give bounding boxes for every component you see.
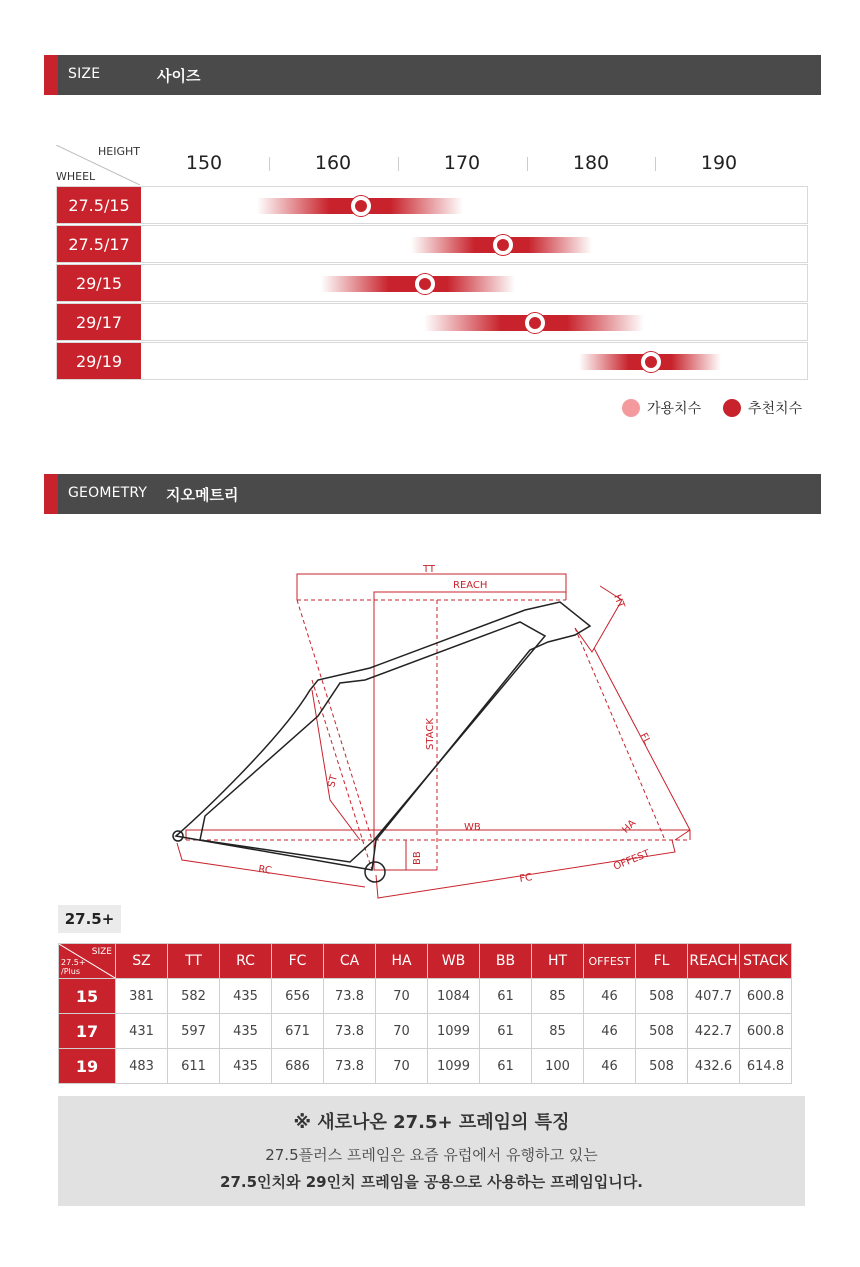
column-header-stack: STACK	[740, 944, 792, 979]
column-header-fc: FC	[272, 944, 324, 979]
size-row	[56, 225, 808, 263]
frame-geometry-diagram	[0, 540, 860, 900]
note-line-1: 27.5플러스 프레임은 요즘 유럽에서 유행하고 있는	[265, 1146, 598, 1164]
column-header-ht: HT	[532, 944, 584, 979]
label-rc: RC	[257, 864, 273, 877]
geometry-title-ko: 지오메트리	[166, 486, 239, 504]
frame-size-cell: 19	[59, 1049, 116, 1084]
table-cell: 70	[376, 1014, 428, 1049]
table-cell: 597	[168, 1014, 220, 1049]
table-cell: 432.6	[688, 1049, 740, 1084]
bottom-bracket-icon	[365, 862, 385, 882]
size-section-header	[44, 55, 821, 95]
table-cell: 73.8	[324, 1014, 376, 1049]
table-row	[59, 1014, 792, 1049]
table-cell: 508	[636, 1049, 688, 1084]
wheel-size-label: 29/17	[57, 304, 141, 340]
size-row	[56, 342, 808, 380]
recommended-marker	[525, 313, 545, 333]
table-cell: 381	[116, 979, 168, 1014]
height-tick-160: 160	[314, 152, 352, 174]
section-accent	[44, 474, 58, 514]
tick-separator	[398, 157, 399, 171]
label-ht: HT	[611, 593, 627, 610]
wheel-size-label: 29/19	[57, 343, 141, 379]
column-header-tt: TT	[168, 944, 220, 979]
wheel-size-label: 27.5/17	[57, 226, 141, 262]
table-cell: 46	[584, 979, 636, 1014]
tick-separator	[527, 157, 528, 171]
tick-separator	[655, 157, 656, 171]
geometry-section-header	[44, 474, 821, 514]
label-fc: FC	[518, 872, 534, 885]
table-cell: 100	[532, 1049, 584, 1084]
note-title: ※ 새로나온 27.5+ 프레임의 특징	[293, 1112, 570, 1133]
tt-drop-line	[297, 600, 372, 840]
table-cell: 407.7	[688, 979, 740, 1014]
size-title-en: SIZE	[68, 66, 101, 82]
label-st: ST	[326, 773, 341, 789]
legend-available	[622, 398, 701, 418]
tick-separator	[269, 157, 270, 171]
label-ha: HA	[620, 817, 639, 836]
available-dot-icon	[622, 399, 640, 417]
plus-size-tag: 27.5+	[58, 905, 121, 933]
label-fl: FL	[637, 731, 653, 747]
chart-corner	[56, 145, 140, 185]
table-corner-cell	[59, 944, 116, 979]
height-label: HEIGHT	[98, 145, 140, 158]
table-cell: 483	[116, 1049, 168, 1084]
table-cell: 508	[636, 979, 688, 1014]
column-header-offest: OFFEST	[584, 944, 636, 979]
fl-axis-line	[575, 628, 665, 840]
height-tick-170: 170	[443, 152, 481, 174]
table-body	[59, 979, 792, 1084]
corner-plus-label: 27.5+ /Plus	[61, 958, 86, 976]
table-row	[59, 1049, 792, 1084]
wb-bracket	[186, 830, 690, 840]
geometry-title-en: GEOMETRY	[68, 485, 148, 501]
table-cell: 73.8	[324, 979, 376, 1014]
recommended-dot-icon	[723, 399, 741, 417]
table-cell: 435	[220, 979, 272, 1014]
legend-recommended	[723, 398, 802, 418]
table-cell: 656	[272, 979, 324, 1014]
frame-size-cell: 17	[59, 1014, 116, 1049]
table-cell: 61	[480, 1049, 532, 1084]
column-header-sz: SZ	[116, 944, 168, 979]
height-tick-180: 180	[572, 152, 610, 174]
size-row	[56, 303, 808, 341]
table-cell: 1084	[428, 979, 480, 1014]
table-cell: 614.8	[740, 1049, 792, 1084]
column-header-reach: REACH	[688, 944, 740, 979]
table-row	[59, 979, 792, 1014]
corner-size-label: SIZE	[91, 947, 112, 957]
height-tick-150: 150	[185, 152, 223, 174]
frame-size-cell: 15	[59, 979, 116, 1014]
table-cell: 611	[168, 1049, 220, 1084]
st-bracket	[312, 690, 360, 840]
column-header-wb: WB	[428, 944, 480, 979]
note-line-2: 27.5인치와 29인치 프레임을 공용으로 사용하는 프레임입니다.	[220, 1173, 643, 1191]
legend-available-label: 가용치수	[647, 401, 702, 417]
size-chart	[56, 186, 808, 381]
table-cell: 582	[168, 979, 220, 1014]
height-tick-190: 190	[700, 152, 738, 174]
column-header-ca: CA	[324, 944, 376, 979]
wheel-size-label: 29/15	[57, 265, 141, 301]
st-axis-line	[312, 680, 372, 870]
legend-recommended-label: 추천치수	[748, 401, 803, 417]
column-header-fl: FL	[636, 944, 688, 979]
wheel-label: WHEEL	[56, 170, 96, 183]
table-cell: 435	[220, 1014, 272, 1049]
label-tt: TT	[423, 564, 436, 575]
table-cell: 686	[272, 1049, 324, 1084]
size-title-ko: 사이즈	[157, 67, 201, 85]
table-cell: 73.8	[324, 1049, 376, 1084]
feature-note	[58, 1096, 805, 1206]
table-cell: 600.8	[740, 1014, 792, 1049]
table-cell: 85	[532, 979, 584, 1014]
size-row	[56, 186, 808, 224]
table-cell: 70	[376, 979, 428, 1014]
table-header-row	[59, 944, 792, 979]
table-cell: 671	[272, 1014, 324, 1049]
table-cell: 61	[480, 979, 532, 1014]
table-cell: 422.7	[688, 1014, 740, 1049]
label-stack: STACK	[425, 718, 436, 750]
label-reach: REACH	[453, 580, 488, 591]
table-cell: 70	[376, 1049, 428, 1084]
table-cell: 600.8	[740, 979, 792, 1014]
table-cell: 85	[532, 1014, 584, 1049]
label-bb: BB	[412, 851, 423, 865]
size-row	[56, 264, 808, 302]
table-cell: 435	[220, 1049, 272, 1084]
recommended-marker	[641, 352, 661, 372]
table-cell: 1099	[428, 1049, 480, 1084]
label-wb: WB	[464, 822, 481, 833]
recommended-marker	[351, 196, 371, 216]
column-header-bb: BB	[480, 944, 532, 979]
frame-inner	[200, 622, 545, 862]
reach-bracket	[374, 592, 566, 600]
section-accent	[44, 55, 58, 95]
table-cell: 1099	[428, 1014, 480, 1049]
label-offest: OFFEST	[612, 848, 652, 873]
recommended-marker	[493, 235, 513, 255]
table-cell: 46	[584, 1014, 636, 1049]
column-header-rc: RC	[220, 944, 272, 979]
table-cell: 46	[584, 1049, 636, 1084]
column-header-ha: HA	[376, 944, 428, 979]
geometry-table	[58, 943, 792, 1084]
fc-bracket	[376, 840, 675, 898]
table-cell: 508	[636, 1014, 688, 1049]
table-cell: 431	[116, 1014, 168, 1049]
tt-bracket	[297, 574, 566, 600]
table-cell: 61	[480, 1014, 532, 1049]
wheel-size-label: 27.5/15	[57, 187, 141, 223]
